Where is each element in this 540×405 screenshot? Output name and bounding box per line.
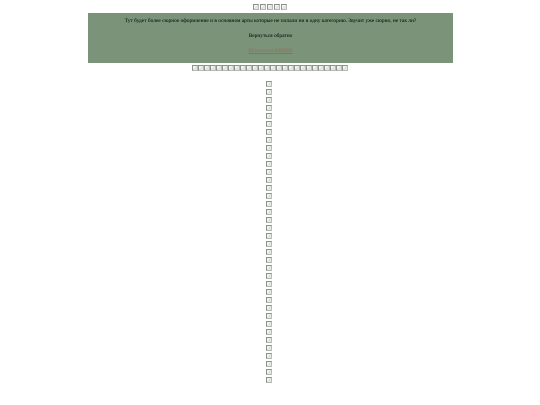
- broken-image-icon[interactable]: [266, 241, 272, 247]
- broken-image-icon[interactable]: [274, 4, 280, 10]
- broken-image-icon[interactable]: [266, 369, 272, 375]
- broken-image-icon[interactable]: [266, 121, 272, 127]
- image-column: [266, 81, 272, 385]
- broken-image-icon[interactable]: [266, 321, 272, 327]
- broken-image-icon[interactable]: [267, 4, 273, 10]
- broken-image-icon[interactable]: [266, 273, 272, 279]
- broken-image-icon[interactable]: [266, 137, 272, 143]
- broken-image-icon[interactable]: [266, 361, 272, 367]
- broken-image-icon[interactable]: [342, 65, 348, 71]
- broken-image-icon[interactable]: [266, 209, 272, 215]
- broken-image-icon[interactable]: [266, 169, 272, 175]
- broken-image-icon[interactable]: [266, 129, 272, 135]
- broken-image-icon[interactable]: [266, 153, 272, 159]
- broken-image-icon[interactable]: [266, 97, 272, 103]
- broken-image-icon[interactable]: [266, 377, 272, 383]
- broken-image-icon[interactable]: [266, 305, 272, 311]
- back-label: Вернуться обратно: [248, 33, 293, 39]
- broken-image-icon[interactable]: [266, 345, 272, 351]
- broken-image-icon[interactable]: [266, 289, 272, 295]
- broken-image-icon[interactable]: [266, 225, 272, 231]
- broken-image-icon[interactable]: [266, 265, 272, 271]
- broken-image-icon[interactable]: [266, 81, 272, 87]
- banner-description: Тут будет более сюрное оформление и в основном арты которые не попали ни в одну категорию. Звучит уже сюрно, не так ли?: [124, 18, 417, 24]
- broken-image-icon[interactable]: [266, 113, 272, 119]
- broken-image-icon[interactable]: [266, 281, 272, 287]
- broken-image-icon[interactable]: [266, 233, 272, 239]
- broken-image-icon[interactable]: [266, 177, 272, 183]
- broken-image-icon[interactable]: [266, 105, 272, 111]
- description-banner: [88, 13, 453, 63]
- broken-image-icon[interactable]: [266, 353, 272, 359]
- broken-image-icon[interactable]: [266, 297, 272, 303]
- broken-image-icon[interactable]: [260, 4, 266, 10]
- broken-image-icon[interactable]: [266, 249, 272, 255]
- broken-image-icon[interactable]: [266, 329, 272, 335]
- back-link[interactable]: ВОоооооооВВВВВ: [248, 48, 293, 54]
- top-icon-row: [0, 4, 540, 10]
- image-nav-strip: [0, 65, 540, 71]
- broken-image-icon[interactable]: [266, 313, 272, 319]
- broken-image-icon[interactable]: [266, 257, 272, 263]
- broken-image-icon[interactable]: [253, 4, 259, 10]
- broken-image-icon[interactable]: [266, 193, 272, 199]
- broken-image-icon[interactable]: [266, 217, 272, 223]
- broken-image-icon[interactable]: [266, 201, 272, 207]
- broken-image-icon[interactable]: [266, 145, 272, 151]
- broken-image-icon[interactable]: [266, 337, 272, 343]
- broken-image-icon[interactable]: [281, 4, 287, 10]
- broken-image-icon[interactable]: [266, 89, 272, 95]
- broken-image-icon[interactable]: [266, 161, 272, 167]
- broken-image-icon[interactable]: [266, 185, 272, 191]
